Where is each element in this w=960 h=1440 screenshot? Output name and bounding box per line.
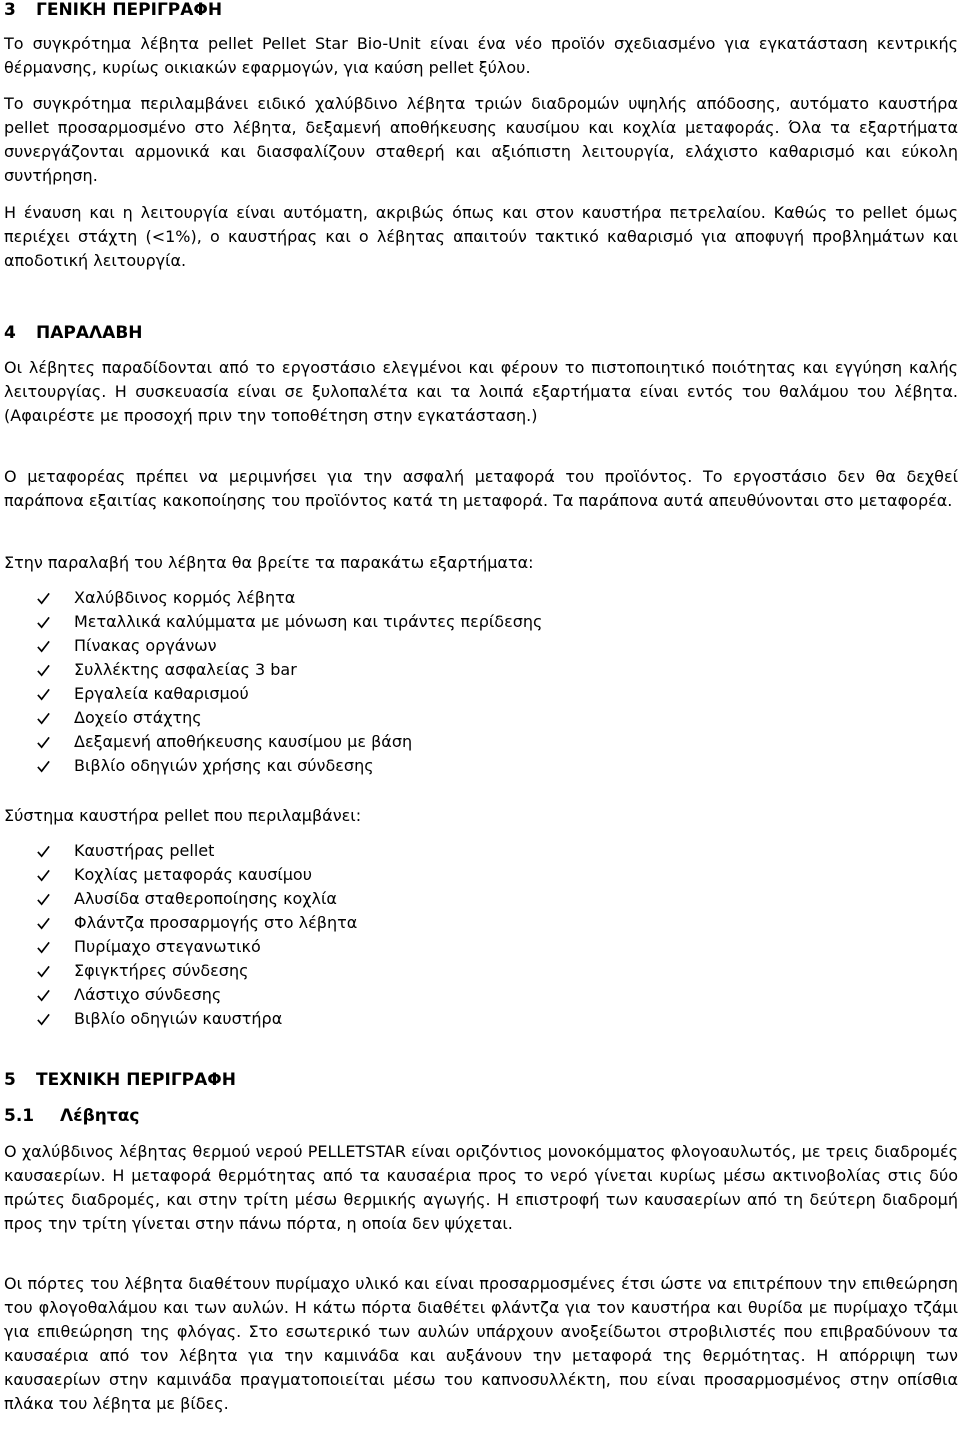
- checkmark-icon: [36, 759, 51, 774]
- checkmark-icon: [36, 1012, 51, 1027]
- checkmark-icon: [36, 892, 51, 907]
- list-item: [4, 935, 958, 959]
- list-item-text: Βιβλίο οδηγιών καυστήρα: [74, 1009, 283, 1028]
- subsection-number: 5.1: [4, 1106, 35, 1126]
- section-5-paragraph-2: Οι πόρτες του λέβητα διαθέτουν πυρίμαχο υλικό και είναι προσαρμοσμένες έτσι ώστε να επιτρέπουν την επιθεώρηση του φλογοθαλάμου και των αυλών. Η κάτω πόρτα διαθέτει φλάντζα για τον καυστήρα και θυρίδα με πυρίμαχο τζάμι για επιθεώρηση της φλόγας. Στο εσωτερικό των αυλών υπάρχουν ανοξείδωτοι στροβιλιστές που επιβραδύνουν τα καυσαέρια από τον λέβητα για την καμινάδα και αυξάνουν την μεταφορά της θερμότητας. Η απόρριψη των καυσαερίων στην καμινάδα πραγματοποιείται μέσω του καπνοσυλλέκτη, που είναι προσαρμοσμένος στην οπίσθια πλάκα του λέβητα με βίδες.: [4, 1274, 958, 1413]
- section-4-heading: [4, 323, 143, 343]
- list-1-intro: Στην παραλαβή του λέβητα θα βρείτε τα παρακάτω εξαρτήματα:: [4, 553, 534, 572]
- list-item: [4, 706, 958, 730]
- section-5-paragraph-1: Ο χαλύβδινος λέβητας θερμού νερού PELLETSTAR είναι οριζόντιος μονοκόμματος φλογοαυλωτός, με τρεις διαδρομές καυσαερίων. Η μεταφορά θερμότητας από τα καυσαέρια προς το νερό γίνεται κυρίως μέσω ακτινοβολίας στις δύο πρώτες διαδρομές, και στην τρίτη μέσω θερμικής αγωγής. Η επιστροφή των καυσαερίων από τη δεύτερη διαδρομή προς την τρίτη γίνεται στην πάνω πόρτα, η οποία δεν ψύχεται.: [4, 1142, 958, 1233]
- list-item: [4, 983, 958, 1007]
- list-item-text: Εργαλεία καθαρισμού: [74, 684, 249, 703]
- list-item: [4, 658, 958, 682]
- checkmark-icon: [36, 735, 51, 750]
- list-item-text: Πυρίμαχο στεγανωτικό: [74, 937, 261, 956]
- list-item: [4, 682, 958, 706]
- list-item-text: Φλάντζα προσαρμογής στο λέβητα: [74, 913, 358, 932]
- checkmark-icon: [36, 844, 51, 859]
- section-3-heading: [4, 0, 222, 20]
- delivered-parts-list: [4, 586, 958, 778]
- section-4-number: 4: [4, 323, 16, 343]
- checkmark-icon: [36, 663, 51, 678]
- checkmark-icon: [36, 940, 51, 955]
- list-item: [4, 1007, 958, 1031]
- list-item-text: Μεταλλικά καλύμματα με μόνωση και τιράντες περίδεσης: [74, 612, 543, 631]
- checkmark-icon: [36, 687, 51, 702]
- checkmark-icon: [36, 964, 51, 979]
- list-item-text: Πίνακας οργάνων: [74, 636, 217, 655]
- checkmark-icon: [36, 868, 51, 883]
- section-5-heading: [4, 1070, 236, 1090]
- list-item: [4, 586, 958, 610]
- list-item: [4, 911, 958, 935]
- list-item: [4, 634, 958, 658]
- list-item-text: Κοχλίας μεταφοράς καυσίμου: [74, 865, 312, 884]
- list-item-text: Χαλύβδινος κορμός λέβητα: [74, 588, 296, 607]
- checkmark-icon: [36, 591, 51, 606]
- list-item: [4, 839, 958, 863]
- section-5-number: 5: [4, 1070, 16, 1090]
- list-item-text: Αλυσίδα σταθεροποίησης κοχλία: [74, 889, 337, 908]
- list-2-intro: Σύστημα καυστήρα pellet που περιλαμβάνει:: [4, 806, 362, 825]
- checkmark-icon: [36, 615, 51, 630]
- list-item: [4, 754, 958, 778]
- list-item-text: Σφιγκτήρες σύνδεσης: [74, 961, 249, 980]
- section-3-paragraph-2: Το συγκρότημα περιλαμβάνει ειδικό χαλύβδινο λέβητα τριών διαδρομών υψηλής απόδοσης, αυτόματο καυστήρα pellet προσαρμοσμένο στο λέβητα, δεξαμενή αποθήκευσης καυσίμου και κοχλία μεταφοράς. Όλα τα εξαρτήματα συνεργάζονται αρμονικά και διασφαλίζουν σταθερή και αξιόπιστη λειτουργία, ελάχιστο καθαρισμό και εύκολη συντήρηση.: [4, 94, 958, 185]
- list-item: [4, 863, 958, 887]
- section-4-paragraph-1: Οι λέβητες παραδίδονται από το εργοστάσιο ελεγμένοι και φέρουν το πιστοποιητικό ποιότητας και εγγύηση καλής λειτουργίας. Η συσκευασία είναι σε ξυλοπαλέτα και τα λοιπά εξαρτήματα είναι εντός του θαλάμου του λέβητα. (Αφαιρέστε με προσοχή πριν την τοποθέτηση στην εγκατάσταση.): [4, 358, 958, 425]
- subsection-title: Λέβητας: [60, 1106, 140, 1126]
- burner-parts-list: [4, 839, 958, 1031]
- list-item-text: Καυστήρας pellet: [74, 841, 215, 860]
- subsection-5-1-heading: [4, 1106, 140, 1126]
- section-3-number: 3: [4, 0, 16, 20]
- list-item: [4, 887, 958, 911]
- section-4-paragraph-2: Ο μεταφορέας πρέπει να μεριμνήσει για την ασφαλή μεταφορά του προϊόντος. Το εργοστάσιο δεν θα δεχθεί παράπονα εξαιτίας κακοποίησης του προϊόντος κατά τη μεταφορά. Τα παράπονα αυτά απευθύνονται στο μεταφορέα.: [4, 467, 958, 510]
- list-item-text: Δεξαμενή αποθήκευσης καυσίμου με βάση: [74, 732, 413, 751]
- checkmark-icon: [36, 916, 51, 931]
- checkmark-icon: [36, 639, 51, 654]
- list-item-text: Λάστιχο σύνδεσης: [74, 985, 222, 1004]
- section-3-paragraph-1: Το συγκρότημα λέβητα pellet Pellet Star Bio-Unit είναι ένα νέο προϊόν σχεδιασμένο για εγκατάσταση κεντρικής θέρμανσης, κυρίως οικιακών εφαρμογών, για καύση pellet ξύλου.: [4, 34, 958, 77]
- checkmark-icon: [36, 711, 51, 726]
- list-item: [4, 959, 958, 983]
- section-3-paragraph-3: Η έναυση και η λειτουργία είναι αυτόματη, ακριβώς όπως και στον καυστήρα πετρελαίου. Καθώς το pellet όμως περιέχει στάχτη (<1%), ο καυστήρας και ο λέβητας απαιτούν τακτικό καθαρισμό για αποφυγή προβλημάτων και αποδοτική λειτουργία.: [4, 203, 958, 270]
- section-3-title: ΓΕΝΙΚΗ ΠΕΡΙΓΡΑΦΗ: [36, 0, 223, 20]
- list-item: [4, 610, 958, 634]
- list-item: [4, 730, 958, 754]
- section-4-title: ΠΑΡΑΛΑΒΗ: [36, 323, 143, 343]
- list-item-text: Δοχείο στάχτης: [74, 708, 202, 727]
- section-5-title: ΤΕΧΝΙΚΗ ΠΕΡΙΓΡΑΦΗ: [36, 1070, 236, 1090]
- list-item-text: Βιβλίο οδηγιών χρήσης και σύνδεσης: [74, 756, 374, 775]
- checkmark-icon: [36, 988, 51, 1003]
- list-item-text: Συλλέκτης ασφαλείας 3 bar: [74, 660, 297, 679]
